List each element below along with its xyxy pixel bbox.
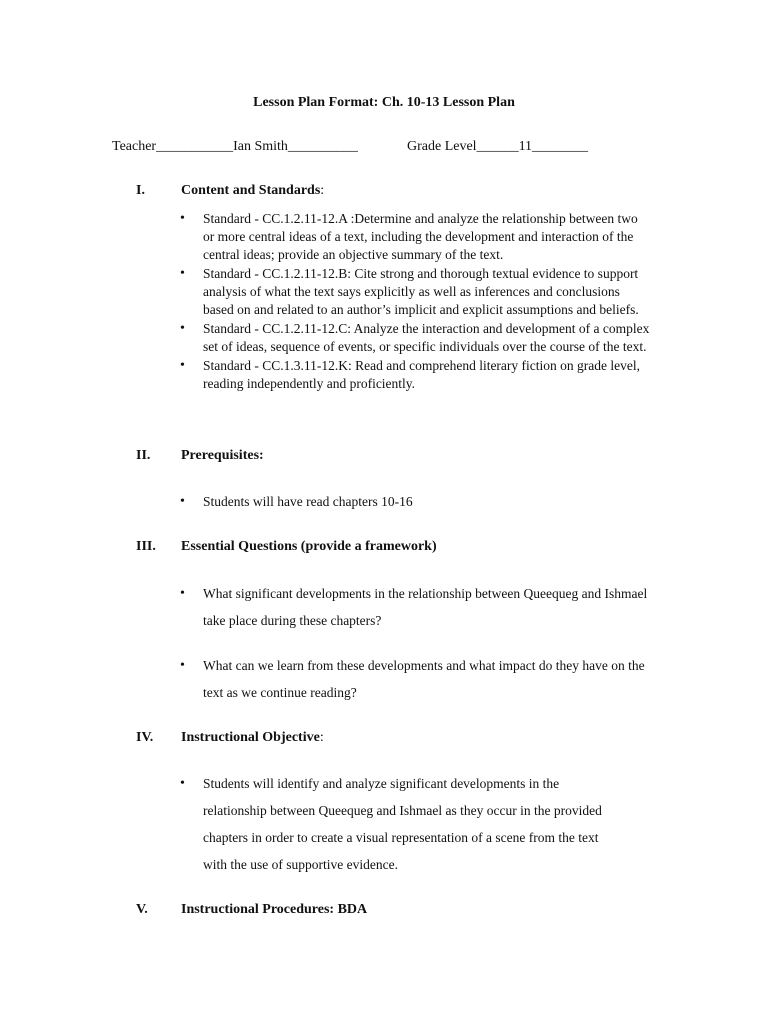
list-item: • What significant developments in the relationship between Queequeg and Ishmael take place during these chapters? bbox=[180, 580, 660, 634]
list-item: • Standard - CC.1.3.11-12.K: Read and comprehend literary fiction on grade level, reading independently and proficiently. bbox=[180, 357, 650, 393]
section-title: Prerequisites: bbox=[181, 448, 264, 463]
prerequisites-list bbox=[180, 488, 660, 515]
page-title: Lesson Plan Format: Ch. 10-13 Lesson Plan bbox=[253, 95, 515, 110]
objective-list bbox=[180, 770, 620, 878]
section-title-suffix: : bbox=[319, 730, 324, 745]
section-number: IV. bbox=[136, 730, 154, 745]
section-number: I. bbox=[136, 183, 145, 198]
teacher-line: Teacher___________Ian Smith__________ bbox=[112, 139, 358, 154]
list-item: • Students will have read chapters 10-16 bbox=[180, 488, 660, 515]
grade-level-line: Grade Level______11________ bbox=[407, 139, 589, 154]
section-title: Instructional Procedures: BDA bbox=[181, 902, 368, 917]
list-item: • Standard - CC.1.2.11-12.A :Determine and analyze the relationship between two or more central ideas of a text, including the development and interaction of the central ideas; provide an objective summary of the text. bbox=[180, 210, 650, 264]
section-number: II. bbox=[136, 448, 151, 463]
section-title: Essential Questions (provide a framework) bbox=[181, 539, 437, 554]
section-number: V. bbox=[136, 902, 148, 917]
section-title: Instructional Objective bbox=[181, 730, 320, 745]
standards-list bbox=[180, 210, 650, 393]
list-item: • Students will identify and analyze significant developments in the relationship between Queequeg and Ishmael as they occur in the provided chapters in order to create a visual representation of a scene from the text with the use of supportive evidence. bbox=[180, 770, 620, 878]
section-heading bbox=[136, 539, 437, 555]
list-item: • What can we learn from these developments and what impact do they have on the text as we continue reading? bbox=[180, 652, 660, 706]
section-title: Content and Standards bbox=[181, 183, 321, 198]
section-heading bbox=[136, 730, 324, 746]
essential-questions-list bbox=[180, 580, 660, 706]
section-title-suffix: : bbox=[320, 183, 325, 198]
section-heading bbox=[136, 902, 367, 918]
list-item: • Standard - CC.1.2.11-12.B: Cite strong and thorough textual evidence to support analysis of what the text says explicitly as well as inferences and conclusions based on and related to an author’s implicit and explicit assumptions and beliefs. bbox=[180, 265, 650, 319]
section-heading bbox=[136, 183, 324, 199]
list-item: • Standard - CC.1.2.11-12.C: Analyze the interaction and development of a complex set of ideas, sequence of events, or specific individuals over the course of the text. bbox=[180, 320, 650, 356]
section-number: III. bbox=[136, 539, 156, 554]
section-heading bbox=[136, 448, 264, 464]
